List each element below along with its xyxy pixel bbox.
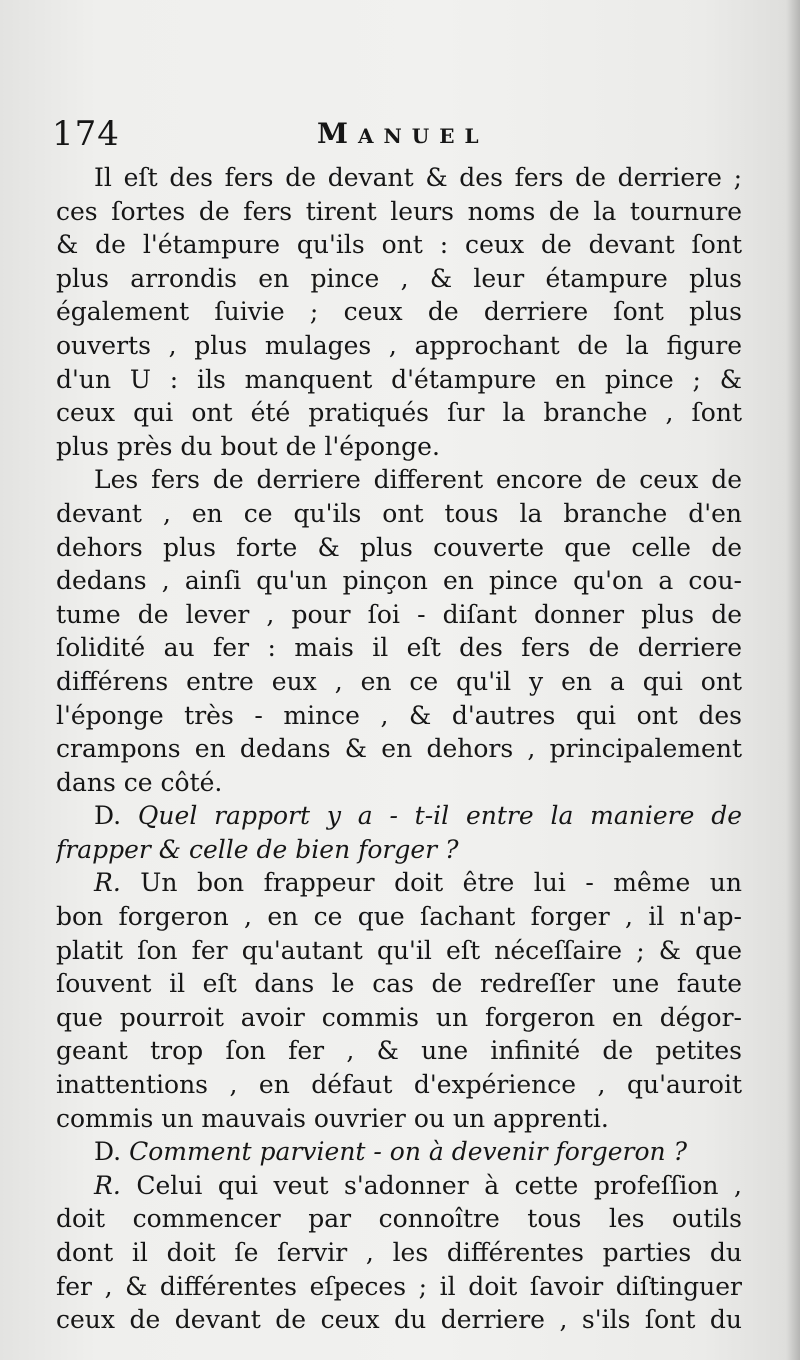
text-line: dedans , ainſi qu'un pinçon en pince qu'on a cou- (56, 566, 742, 596)
text-line: Il eſt des fers de devant & des fers de derriere ; (94, 163, 742, 192)
question-line (56, 799, 742, 833)
text-line: dehors plus forte & plus couverte que celle de (56, 532, 742, 562)
text-line: d'un U : ils manquent d'étampure en pince ; & (56, 364, 742, 394)
page-gutter-shadow (786, 0, 800, 1360)
text-line: ſolidité au fer : mais il eſt des fers de derriere (56, 633, 742, 663)
text-line: ces ſortes de fers tirent leurs noms de la tournure (56, 196, 742, 226)
question-marker: D. (94, 801, 122, 831)
text-line: dans ce côté. (56, 767, 223, 797)
text-line: platit ſon fer qu'autant qu'il eſt néceſſaire ; & que (56, 935, 742, 965)
text-line: tume de lever , pour ſoi - diſant donner plus de (56, 599, 742, 629)
answer-marker: R. (94, 1170, 121, 1200)
text-line: plus près du bout de l'éponge. (56, 431, 440, 461)
text-line: devant , en ce qu'ils ont tous la branche d'en (56, 498, 742, 528)
text-line: & de l'étampure qu'ils ont : ceux de devant ſont (56, 230, 742, 260)
question-marker: D. (94, 1137, 122, 1167)
text-line: ouverts , plus mulages , approchant de la figure (56, 330, 742, 360)
text-line: bon forgeron , en ce que ſachant forger , il n'ap- (56, 902, 742, 932)
text-line: plus arrondis en pince , & leur étampure plus (56, 263, 742, 293)
text-line: commis un mauvais ouvrier ou un apprenti. (56, 1103, 609, 1133)
text-line: Les fers de derriere different encore de ceux de (94, 465, 742, 495)
text-line: l'éponge très - mince , & d'autres qui ont des (56, 700, 742, 730)
answer-line (56, 866, 742, 900)
text-line: ſouvent il eſt dans le cas de redreſſer une faute (56, 969, 742, 999)
answer-marker: R. (94, 868, 121, 898)
page-header (52, 110, 752, 158)
question-line (56, 1135, 742, 1169)
question-line: frapper & celle de bien forger ? (56, 834, 459, 864)
text-line: que pourroit avoir commis un forgeron en dégor- (56, 1002, 742, 1032)
question-text: Quel rapport y a - t-il entre la maniere de (137, 801, 742, 831)
answer-line (56, 1169, 742, 1203)
text-line: ceux de devant de ceux du derriere , s'ils ſont du (56, 1305, 742, 1335)
running-title: Manuel (317, 117, 489, 150)
text-line: dont il doit ſe ſervir , les différentes parties du (56, 1238, 742, 1267)
text-line: ceux qui ont été pratiqués ſur la branche , ſont (56, 398, 742, 428)
text-line: inattentions , en défaut d'expérience , qu'auroit (56, 1070, 742, 1100)
text-line: fer , & différentes eſpeces ; il doit ſavoir diſtinguer (56, 1271, 742, 1301)
text-line: doit commencer par connoître tous les outils (56, 1204, 742, 1234)
page-number: 174 (52, 114, 120, 154)
text-line: crampons en dedans & en dehors , principalement (56, 734, 742, 764)
text-line: également ſuivie ; ceux de derriere ſont plus (56, 297, 742, 327)
answer-text: Celui qui veut s'adonner à cette profeſſion , (136, 1170, 742, 1200)
answer-text: Un bon frappeur doit être lui - même un (140, 868, 742, 898)
text-line: différens entre eux , en ce qu'il y en a qui ont (56, 666, 742, 696)
question-text: Comment parvient - on à devenir forgeron ? (129, 1137, 687, 1167)
body-text (56, 161, 742, 1337)
text-line: geant trop ſon fer , & une infinité de petites (56, 1036, 742, 1066)
